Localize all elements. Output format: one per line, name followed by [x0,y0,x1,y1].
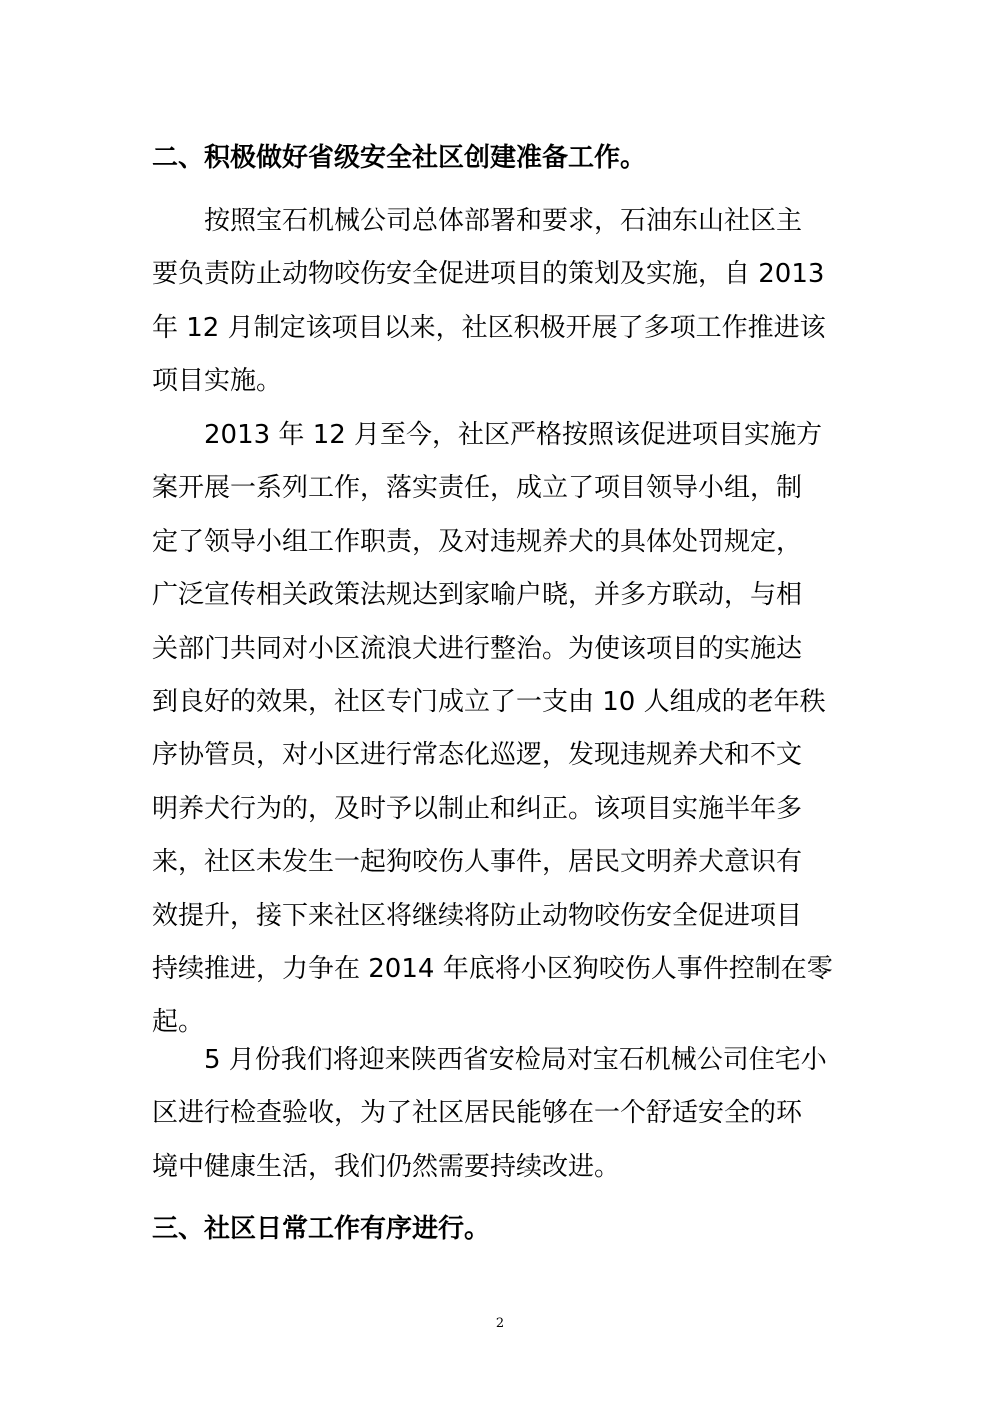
paragraph-line: 序协管员，对小区进行常态化巡逻，发现违规养犬和不文 [152,740,803,771]
paragraph-3 [152,1034,852,1194]
paragraph-line: 广泛宣传相关政策法规达到家喻户晓，并多方联动，与相 [152,580,803,611]
paragraph-line: 效提升，接下来社区将继续将防止动物咬伤安全促进项目 [152,900,803,931]
paragraph-line: 2013 年 12 月至今，社区严格按照该促进项目实施方 [204,420,823,450]
section-heading-3: 三、社区日常工作有序进行。 [152,1214,491,1244]
paragraph-line: 要负责防止动物咬伤安全促进项目的策划及实施，自 2013 [152,259,825,290]
paragraph-line: 持续推进，力争在 2014 年底将小区狗咬伤人事件控制在零 [152,953,833,984]
paragraph-line: 起。 [152,1007,205,1038]
paragraph-line: 境中健康生活，我们仍然需要持续改进。 [152,1151,621,1182]
paragraph-line: 5 月份我们将迎来陕西省安检局对宝石机械公司住宅小 [204,1045,827,1075]
page-number: 2 [495,1316,505,1331]
paragraph-line: 到良好的效果，社区专门成立了一支由 10 人组成的老年秩 [152,686,826,717]
paragraph-line: 区进行检查验收，为了社区居民能够在一个舒适安全的环 [152,1098,803,1129]
paragraph-line: 年 12 月制定该项目以来，社区积极开展了多项工作推进该 [152,312,826,343]
paragraph-line: 明养犬行为的，及时予以制止和纠正。该项目实施半年多 [152,793,803,824]
paragraph-2 [152,409,852,1050]
paragraph-line: 按照宝石机械公司总体部署和要求，石油东山社区主 [204,206,803,236]
paragraph-line: 定了领导小组工作职责，及对违规养犬的具体处罚规定， [152,526,803,557]
paragraph-1 [152,195,852,409]
paragraph-line: 项目实施。 [152,366,283,397]
paragraph-line: 关部门共同对小区流浪犬进行整治。为使该项目的实施达 [152,633,803,664]
paragraph-line: 来，社区未发生一起狗咬伤人事件，居民文明养犬意识有 [152,847,803,878]
section-heading-2: 二、积极做好省级安全社区创建准备工作。 [152,143,647,173]
paragraph-line: 案开展一系列工作，落实责任，成立了项目领导小组，制 [152,473,803,504]
